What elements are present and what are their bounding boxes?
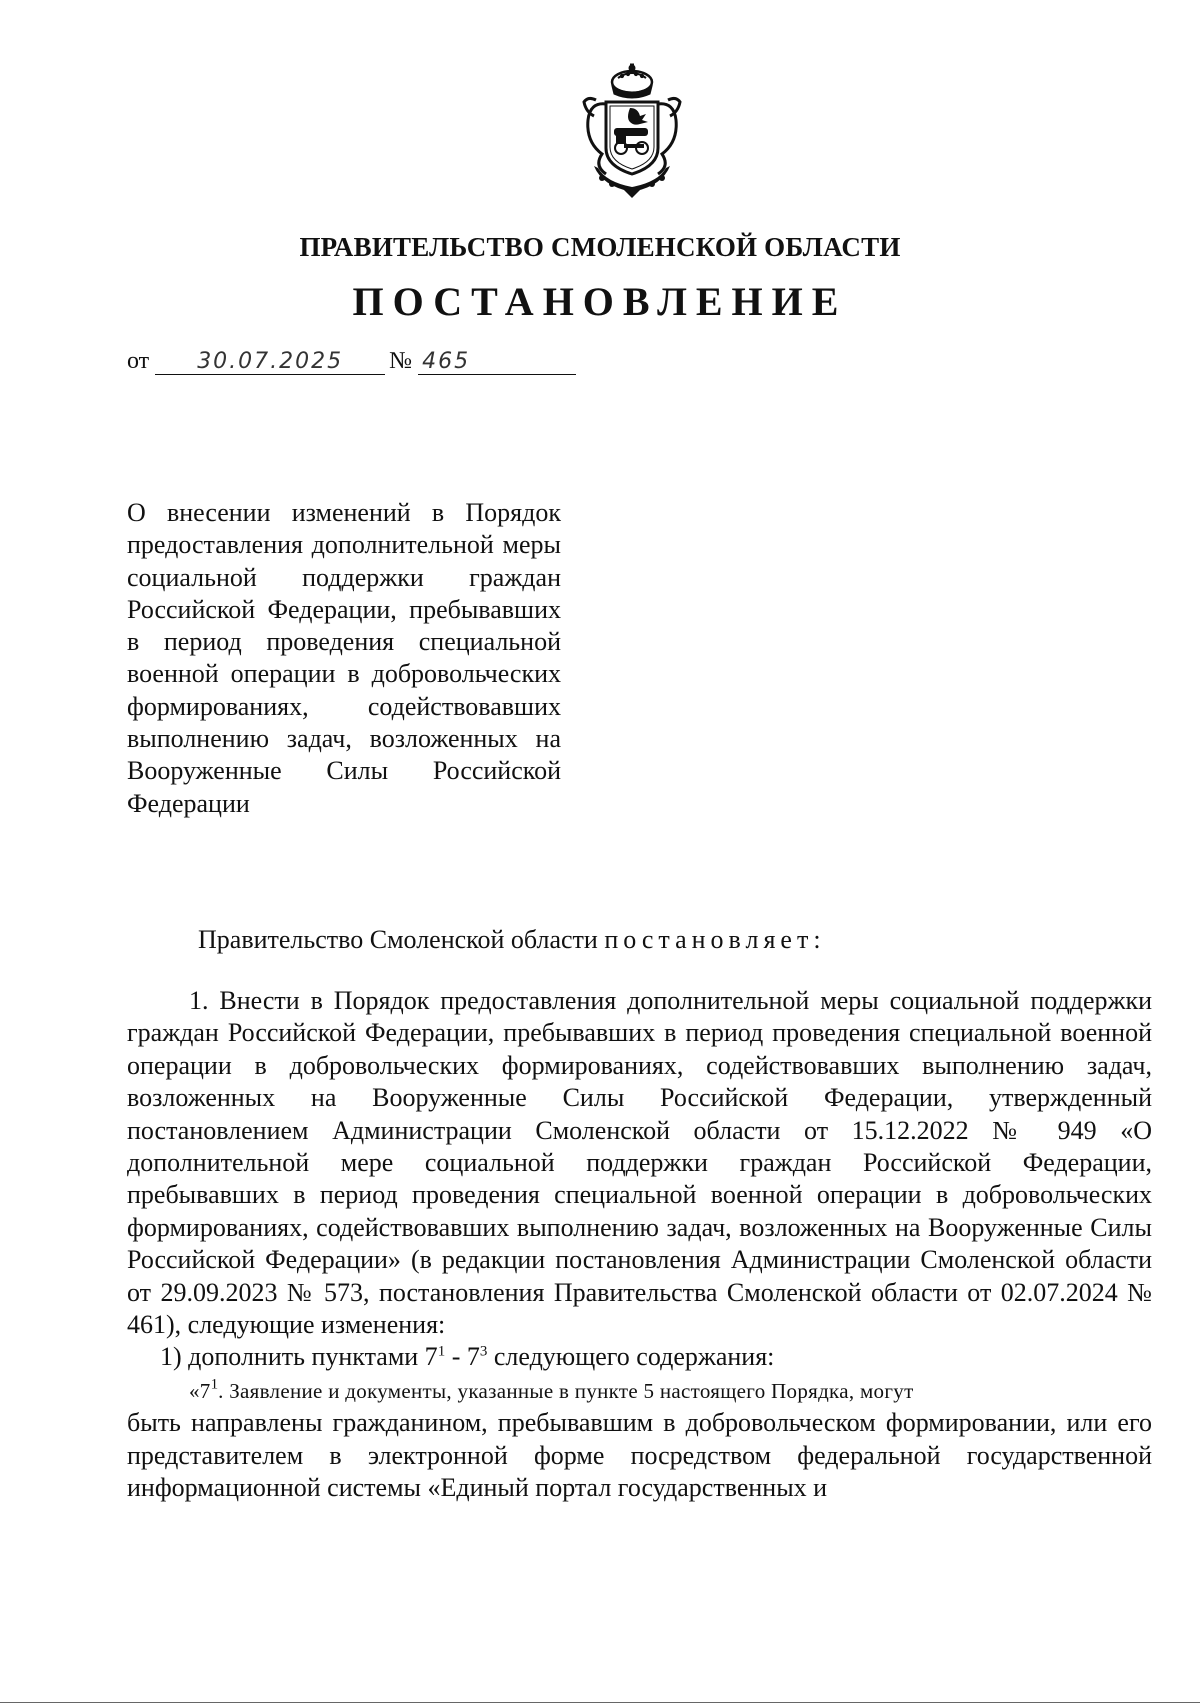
paragraph-1: 1. Внести в Порядок предоставления дополнительной меры социальной поддержки граждан Российской Федерации, пребывавших в период проведения специальной военной операции в добровольческих формированиях, содействовавших выполнению задач, возложенных на Вооруженные Силы Российской Федерации, утвержденный постановлением Администрации Смоленской области от 15.12.2022 № 949 «О дополнительной мере социальной поддержки граждан Российской Федерации, пребывавших в период проведения специальной военной операции в добровольческих формированиях, содействовавших выполнению задач, возложенных на Вооруженные Силы Российской Федерации» (в редакции постановления Администрации Смоленской области от 29.09.2023 № 573, постановления Правительства Смоленской области от 02.07.2024 № 461), следующие изменения: <box>127 986 1152 1340</box>
document-subject: О внесении изменений в Порядок предоставления дополнительной меры социальной поддержки граждан Российской Федерации, пребывавших в период проведения специальной военной операции в добровольческих формированиях, содействовавших выполнению задач, возложенных на Вооруженные Силы Российской Федерации <box>127 498 561 818</box>
handwritten-date: 30.07.2025 <box>155 349 385 375</box>
document-body <box>127 985 1152 1505</box>
number-sign: № <box>389 348 413 374</box>
smolensk-coat-of-arms-icon <box>572 62 692 200</box>
item-1-sup-2: 3 <box>479 1343 488 1360</box>
item-1-mid: - 7 <box>445 1342 480 1372</box>
quote-sup: 1 <box>210 1376 219 1393</box>
date-number-line <box>127 348 576 375</box>
paragraph-quote-rest: быть направлены гражданином, пребывавшим в добровольческом формировании, или его представителем в электронной форме посредством федеральной государственной информационной системы «Единый портал государственных и <box>127 1408 1152 1503</box>
item-1-suffix: следующего содержания: <box>487 1342 775 1372</box>
document-type-title: ПОСТАНОВЛЕНИЕ <box>352 279 848 324</box>
decree-verb: постановляет: <box>604 925 826 954</box>
paragraph-quote <box>127 1374 1152 1407</box>
handwritten-number: 465 <box>418 349 576 375</box>
item-1-sup-1: 1 <box>437 1343 446 1360</box>
decree-line <box>198 925 826 955</box>
item-1-prefix: 1) дополнить пунктами 7 <box>160 1342 438 1372</box>
quote-first-line: . Заявление и документы, указанные в пункте 5 настоящего Порядка, могут <box>218 1378 914 1403</box>
page-bottom-edge <box>0 1702 1200 1703</box>
date-prefix: от <box>127 348 150 374</box>
paragraph-item-1 <box>127 1341 1152 1373</box>
government-title: ПРАВИТЕЛЬСТВО СМОЛЕНСКОЙ ОБЛАСТИ <box>299 232 901 262</box>
decree-lead: Правительство Смоленской области <box>198 925 598 954</box>
quote-open: «7 <box>189 1378 211 1403</box>
